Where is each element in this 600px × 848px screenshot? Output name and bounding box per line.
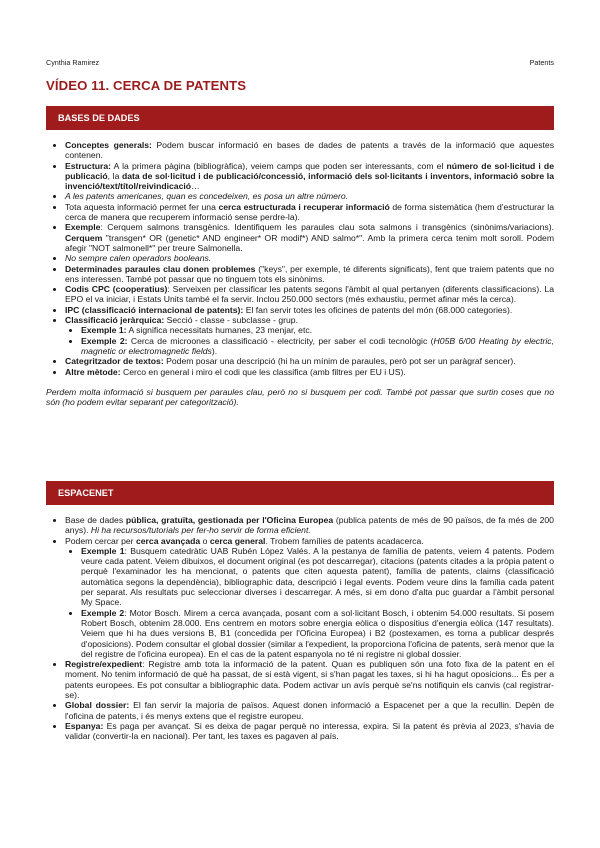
list-item: • Exemple 2: Cerca de microones a classificació - electricity, per saber el codi tecnològic (H05B 6/00 Heating by electric, magnetic or electromagnetic fields). [81, 336, 554, 357]
list-item: • A les patents americanes, quan es concedeixen, es posa un altre número. [65, 191, 554, 201]
italic-note: Perdem molta informació si busquem per paraules clau, però no si busquem per codi. També pot passar que surtin coses que no són (ho podem evitar separant per categorització). [46, 386, 554, 408]
list-item: • Exemple: Cerquem salmons transgènics. Identifiquem les paraules clau sota salmons i transgènics (sinònims/variacions). Cerquem "transgen* OR (genetic* AND engineer* OR modif*) AND salmo*". Amb la primera cerca tenim molt soroll. Podem afegir "NOT salmonell*" per treure Salmonella. [65, 222, 554, 253]
list-item: • Exemple 1: Busquem catedràtic UAB Rubén López Valés. A la pestanya de família de patents, veiem 4 patents. Podem veure cada patent. Veiem dibuixos, el document original (es pot descarregar), citacions (patents citades a la pròpia patent o perquè l'examinador les ha mencionat, o patents que citen aquesta patent), família de patents, claims (classificació automàtica segons la dependència), bibliographic data, descripció i legal events. Podem veure dins la família cada patent per separat. Als resultats puc seleccionar diverses i descarregar. A més, si em dono d'alta puc guardar a l'àmbit personal My Space. [81, 546, 554, 608]
section-bases [46, 140, 554, 407]
topic-label: Patents [529, 58, 554, 67]
list-item: • Classificació jeràrquica: Secció - classe - subclasse - grup. • Exemple 1: A significa necessitats humanes, 23 menjar, etc. • Exemple 2: Cerca de microones a classificació - electricity, per saber el codi tecnològic (H05B 6/00 Heating by electric, magnetic or electromagnetic fields). [65, 315, 554, 356]
list-item: • Categritzador de textos: Podem posar una descripció (hi ha un mínim de paraules, però pot ser un paràgraf sencer). [65, 356, 554, 366]
list-item: • Espanya: Es paga per avançat. Si es deixa de pagar perquè no interessa, expira. Si la patent és prèvia al 2023, s'havia de validar (convertir-la en nacional). Per tant, les taxes es pagaven al país. [65, 721, 554, 742]
section-heading-bases: BASES DE DADES [46, 106, 554, 130]
list-item: • Global dossier: El fan servir la majoria de països. Aquest donen informació a Espacenet per a que la recullin. Depèn de l'oficina de patents, i és menys extens que el registre europeu. [65, 700, 554, 721]
page-title: VÍDEO 11. CERCA DE PATENTS [46, 78, 247, 93]
list-item: • Tota aquesta informació permet fer una cerca estructurada i recuperar informació de forma sistemàtica (hem d'estructurar la cerca de manera que recuperem informació sense perdre-la). [65, 202, 554, 223]
list-item: • Base de dades pública, gratuïta, gestionada per l'Oficina Europea (publica patents de més de 90 països, de fa més de 200 anys). Hi ha recursos/tutorials per fer-ho servir de forma eficient. [65, 515, 554, 536]
list-item: • Codis CPC (cooperatius): Serveixen per classificar les patents segons l'àmbit al qual pertanyen (diferents classificacions). La EPO el va iniciar, i Estats Units també el fa servir. Inclou 250.000 sectors (més exhaustiu, permet afinar més la cerca). [65, 284, 554, 305]
list-item: • Exemple 2: Motor Bosch. Mirem a cerca avançada, posant com a sol·licitant Bosch, i obtenim 54.000 resultats. Si posem Robert Bosch, obtenim 28.000. Ens centrem en motors sobre energia eòlica o dispositius d'energia eòlica (147 resultats). Veiem que hi ha dues versions B, B1 (concedida per l'Oficina Europea) i B2 (postexamen, es torna a publicar després d'oposicions). Podem consultar el global dossier (similar a l'expedient, la proporciona l'oficina de patents, serà menor que la del registre de l'oficina europea). En el cas de la patent espanyola no té ni registre ni global dossier. [81, 608, 554, 659]
section-heading-espacenet: ESPACENET [46, 481, 554, 505]
list-item: • No sempre calen operadors booleans. [65, 253, 554, 263]
list-item: • Altre mètode: Cerco en general i miro el codi que les classifica (amb filtres per EU i US). [65, 367, 554, 377]
list-item: • Registre/expedient: Registre amb tota la informació de la patent. Quan es publiquen són una foto fixa de la patent en el moment. No tenim informació de què ha passat, de si està vigent, si s'han pagat les taxes, si hi ha hagut oposicions... És per a patents europees. Es pot consultar a bibliographic data. Podem activar un avís perquè se'ns notifiquin els canvis (cal registrar-se). [65, 659, 554, 700]
author-name: Cynthia Ramirez [46, 58, 100, 67]
list-item: • Estructura: A la primera pàgina (bibliogràfica), veiem camps que poden ser interessants, com el número de sol·licitud i de publicació, la data de sol·licitud i de publicació/concessió, informació dels sol·licitants i inventors, informació sobre la invenció/text/títol/reivindicació… [65, 161, 554, 192]
list-item: • Conceptes generals: Podem buscar informació en bases de dades de patents a través de la informació que aquestes contenen. [65, 140, 554, 161]
section-espacenet [46, 515, 554, 742]
list-item: • Exemple 1: A significa necessitats humanes, 23 menjar, etc. [81, 325, 554, 335]
page-header [46, 58, 554, 68]
list-item: • Determinades paraules clau donen problemes ("keys", per exemple, té diferents significats), fent que traiem patents que no ens interessen. També pot passar que no tinguem tots els sinònims. [65, 264, 554, 285]
list-item: • IPC (classificació internacional de patents): El fan servir totes les oficines de patents del món (68.000 categories). [65, 305, 554, 315]
list-item: • Podem cercar per cerca avançada o cerca general. Trobem famílies de patents acadacerca. • Exemple 1: Busquem catedràtic UAB Rubén López Valés. A la pestanya de família de patents, veiem 4 patents. Podem veure cada patent. Veiem dibuixos, el document original (es pot descarregar), citacions (patents citades a la pròpia patent o perquè l'examinador les ha mencionat, o patents que citen aquesta patent), família de patents, claims (classificació automàtica segons la dependència), bibliographic data, descripció i legal events. Podem veure dins la família cada patent per separat. Als resultats puc seleccionar diverses i descarregar. A més, si em dono d'alta puc guardar a l'àmbit personal My Space. • Exemple 2: Motor Bosch. Mirem a cerca avançada, posant com a sol·licitant Bosch, i obtenim 54.000 resultats. Si posem Robert Bosch, obtenim 28.000. Ens centrem en motors sobre energia eòlica o dispositius d'energia eòlica (147 resultats). Veiem que hi ha dues versions B, B1 (concedida per l'Oficina Europea) i B2 (postexamen, es torna a publicar després d'oposicions). Podem consultar el global dossier (similar a l'expedient, la proporciona l'oficina de patents, serà menor que la del registre de l'oficina europea). En el cas de la patent espanyola no té ni registre ni global dossier. [65, 536, 554, 660]
